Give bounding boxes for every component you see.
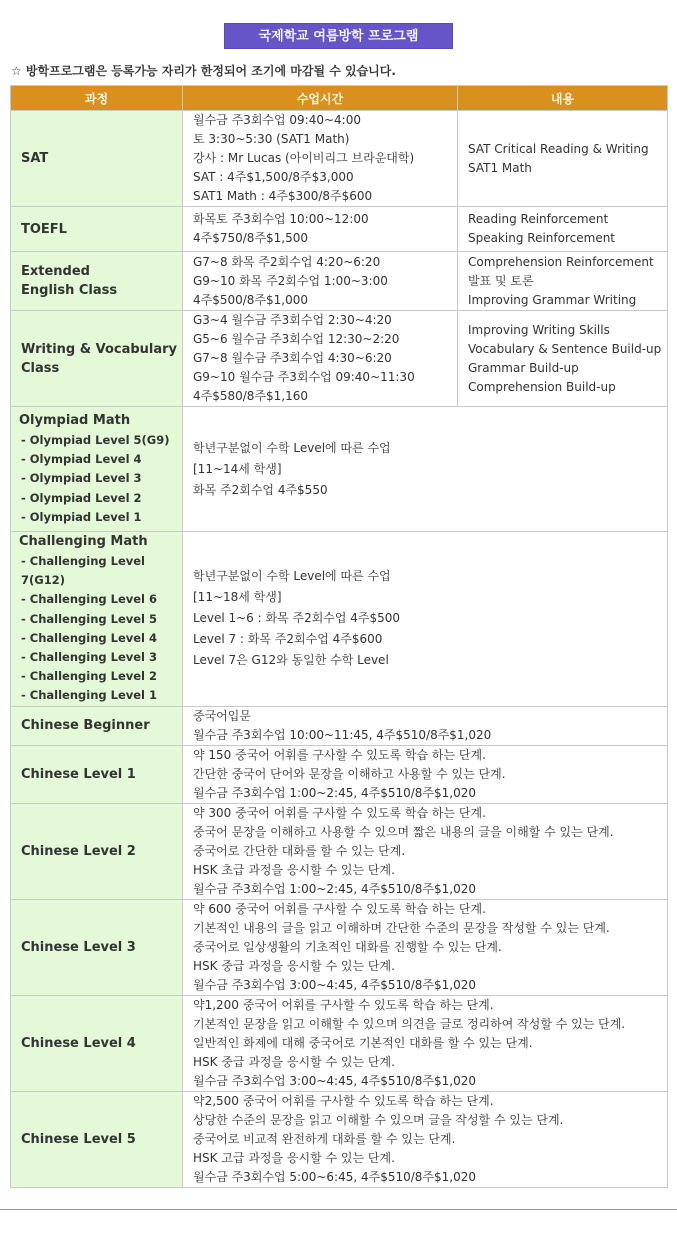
course-name: Chinese Level 3 [11, 899, 183, 995]
program-table [10, 85, 668, 1188]
notice-text: ☆ 방학프로그램은 등록가능 자리가 한정되어 조기에 마감될 수 있습니다. [11, 64, 396, 78]
course-name: Olympiad Math - Olympiad Level 5(G9) - Olympiad Level 4 - Olympiad Level 3 - Olympiad Level 2 - Olympiad Level 1 [11, 407, 183, 532]
course-name: Chinese Level 2 [11, 803, 183, 899]
table-row [11, 532, 668, 707]
course-name: TOEFL [11, 207, 183, 252]
course-detail: 약1,200 중국어 어휘를 구사할 수 있도록 학습 하는 단계. 기본적인 문장을 읽고 이해할 수 있으며 의견을 글로 정리하여 작성할 수 있는 단계. 일반적인 화제에 대해 중국어로 기본적인 대화를 할 수 있는 단계. HSK 중급 과정을 응시할 수 있는 단계. 월수금 주3회수업 3:00~4:45, 4주$510/8주$1,020 [183, 995, 668, 1091]
table-row [11, 111, 668, 207]
course-content: Reading Reinforcement Speaking Reinforcement [458, 207, 668, 252]
course-name: Writing & Vocabulary Class [11, 311, 183, 407]
course-detail: 약 150 중국어 어휘를 구사할 수 있도록 학습 하는 단계. 간단한 중국어 단어와 문장을 이해하고 사용할 수 있는 단계. 월수금 주3회수업 1:00~2:45, 4주$510/8주$1,020 [183, 745, 668, 803]
course-detail: 약2,500 중국어 어휘를 구사할 수 있도록 학습 하는 단계. 상당한 수준의 문장을 읽고 이해할 수 있으며 글을 작성할 수 있는 단계. 중국어로 비교적 완전하게 대화를 할 수 있는 단계. HSK 고급 과정을 응시할 수 있는 단계. 월수금 주3회수업 5:00~6:45, 4주$510/8주$1,020 [183, 1091, 668, 1187]
course-name: Chinese Level 1 [11, 745, 183, 803]
course-detail: 약 300 중국어 어휘를 구사할 수 있도록 학습 하는 단계. 중국어 문장을 이해하고 사용할 수 있으며 짧은 내용의 글을 이해할 수 있는 단계. 중국어로 간단한 대화를 할 수 있는 단계. HSK 초급 과정을 응시할 수 있는 단계. 월수금 주3회수업 1:00~2:45, 4주$510/8주$1,020 [183, 803, 668, 899]
course-content: Improving Writing Skills Vocabulary & Sentence Build-up Grammar Build-up Comprehension Build-up [458, 311, 668, 407]
table-row [11, 1091, 668, 1187]
course-detail: 중국어입문 월수금 주3회수업 10:00~11:45, 4주$510/8주$1,020 [183, 706, 668, 745]
course-detail: 학년구분없이 수학 Level에 따른 수업 [11~14세 학생] 화목 주2회수업 4주$550 [183, 407, 668, 532]
course-name: SAT [11, 111, 183, 207]
table-row [11, 899, 668, 995]
course-name: Chinese Beginner [11, 706, 183, 745]
course-name: Extended English Class [11, 252, 183, 311]
table-row [11, 803, 668, 899]
table-row [11, 745, 668, 803]
table-row [11, 207, 668, 252]
table-row [11, 407, 668, 532]
course-name: Chinese Level 5 [11, 1091, 183, 1187]
course-detail: 학년구분없이 수학 Level에 따른 수업 [11~18세 학생] Level 1~6 : 화목 주2회수업 4주$500 Level 7 : 화목 주2회수업 4주$600 Level 7은 G12와 동일한 수학 Level [183, 532, 668, 707]
course-time: G7~8 화목 주2회수업 4:20~6:20 G9~10 화목 주2회수업 1:00~3:00 4주$500/8주$1,000 [183, 252, 458, 311]
course-content: SAT Critical Reading & Writing SAT1 Math [458, 111, 668, 207]
table-header-row [11, 86, 668, 111]
course-content: Comprehension Reinforcement 발표 및 토론 Improving Grammar Writing [458, 252, 668, 311]
table-row [11, 706, 668, 745]
course-time: G3~4 월수금 주3회수업 2:30~4:20 G5~6 월수금 주3회수업 12:30~2:20 G7~8 월수금 주3회수업 4:30~6:20 G9~10 월수금 주3회수업 09:40~11:30 4주$580/8주$1,160 [183, 311, 458, 407]
course-time: 화목토 주3회수업 10:00~12:00 4주$750/8주$1,500 [183, 207, 458, 252]
bottom-divider [0, 1209, 677, 1210]
page-title: 국제학교 여름방학 프로그램 [224, 23, 453, 49]
course-detail: 약 600 중국어 어휘를 구사할 수 있도록 학습 하는 단계. 기본적인 내용의 글을 읽고 이해하며 간단한 수준의 문장을 작성할 수 있는 단계. 중국어로 일상생활의 기초적인 대화를 진행할 수 있는 단계. HSK 중급 과정을 응시할 수 있는 단계. 월수금 주3회수업 3:00~4:45, 4주$510/8주$1,020 [183, 899, 668, 995]
table-row [11, 995, 668, 1091]
table-row [11, 311, 668, 407]
course-name: Chinese Level 4 [11, 995, 183, 1091]
table-row [11, 252, 668, 311]
course-time: 월수금 주3회수업 09:40~4:00 토 3:30~5:30 (SAT1 Math) 강사 : Mr Lucas (아이비리그 브라운대학) SAT : 4주$1,500/8주$3,000 SAT1 Math : 4주$300/8주$600 [183, 111, 458, 207]
header-course: 과정 [11, 86, 183, 111]
header-time: 수업시간 [183, 86, 458, 111]
header-content: 내용 [458, 86, 668, 111]
course-name: Challenging Math - Challenging Level 7(G12) - Challenging Level 6 - Challenging Level 5 - Challenging Level 4 - Challenging Level 3 - Challenging Level 2 - Challenging Level 1 [11, 532, 183, 707]
